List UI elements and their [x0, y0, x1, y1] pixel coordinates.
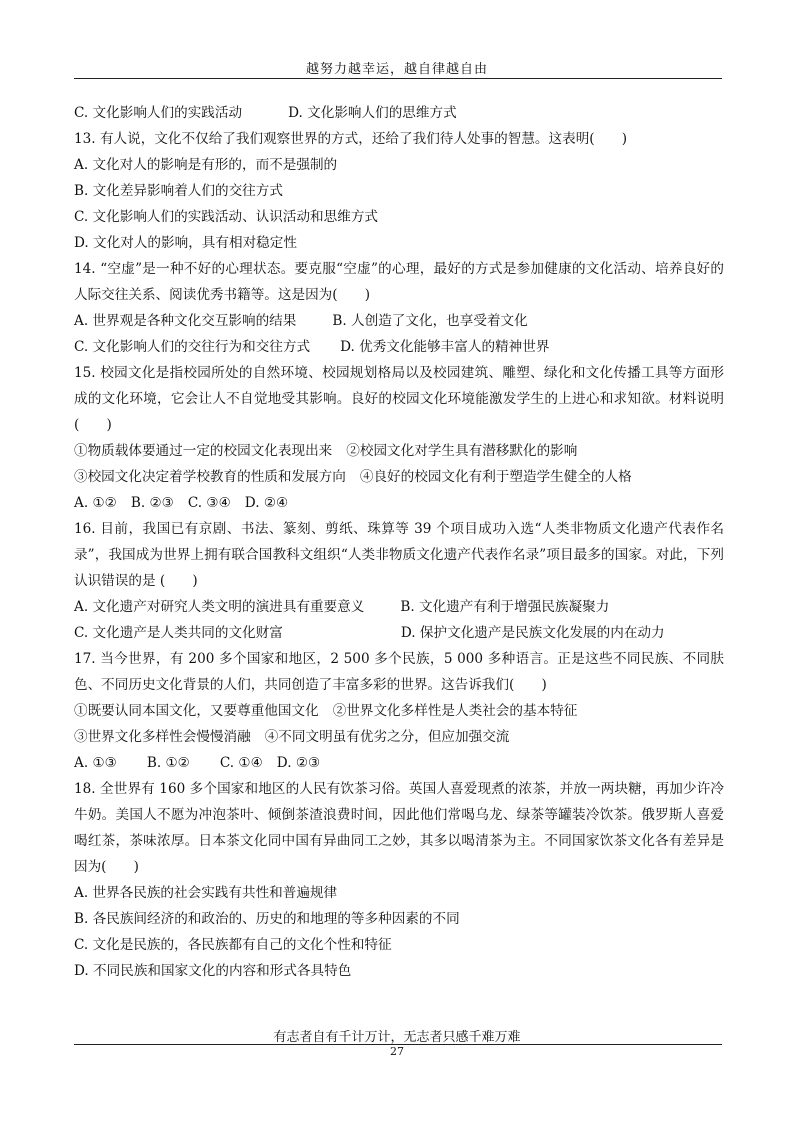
q12-options-cd	[74, 100, 724, 126]
statement-4: ④不同文明虽有优劣之分，但应加强交流	[264, 729, 510, 745]
statement-1: ①物质载体要通过一定的校园文化表现出来	[74, 443, 333, 459]
page-header: 越努力越幸运，越自律越自由	[305, 62, 488, 77]
q16-options-cd	[74, 620, 724, 646]
option-d: D. ②③	[276, 755, 321, 771]
statement-2: ②校园文化对学生具有潜移默化的影响	[346, 443, 578, 459]
option-d: D. 文化影响人们的思维方式	[288, 105, 457, 121]
q18-stem: 18. 全世界有 160 多个国家和地区的人民有饮茶习俗。英国人喜爱现煮的浓茶，并放一两块糖，再加少许冷牛奶。美国人不愿为冲泡茶叶、倾倒茶渣浪费时间，因此他们常喝乌龙、绿茶等罐装冷饮茶。俄罗斯人喜爱喝红茶，茶味浓厚。日本茶文化同中国有异曲同工之妙，其多以喝清茶为主。不同国家饮茶文化各有差异是因为( )	[74, 781, 724, 875]
q18-option-c: C. 文化是民族的，各民族都有自己的文化个性和特征	[74, 937, 392, 953]
option-a: A. ①②	[74, 495, 117, 511]
option-a: A. ①③	[74, 755, 117, 771]
option-b: B. 人创造了文化，也享受着文化	[332, 313, 528, 329]
statement-4: ④良好的校园文化有利于塑造学生健全的人格	[359, 469, 632, 485]
option-b: B. 文化遗产有利于增强民族凝聚力	[400, 599, 610, 615]
q13-stem: 13. 有人说，文化不仅给了我们观察世界的方式，还给了我们待人处事的智慧。这表明( )	[74, 131, 628, 147]
statement-3: ③校园文化决定着学校教育的性质和发展方向	[74, 469, 346, 485]
q13-option-b: B. 文化差异影响着人们的交往方式	[74, 183, 283, 199]
q14-options-ab	[74, 308, 724, 334]
q18-option-a: A. 世界各民族的社会实践有共性和普遍规律	[74, 885, 338, 901]
q15-statements-12	[74, 438, 724, 464]
q17-statements-12	[74, 698, 724, 724]
page-content	[74, 100, 724, 984]
option-c: C. 文化影响人们的实践活动	[74, 105, 243, 121]
option-d: D. 优秀文化能够丰富人的精神世界	[340, 339, 550, 355]
q17-statements-34	[74, 724, 724, 750]
q14-options-cd	[74, 334, 724, 360]
option-d: D. 保护文化遗产是民族文化发展的内在动力	[400, 625, 665, 641]
header-rule	[74, 78, 722, 79]
option-b: B. ①②	[146, 755, 190, 771]
option-c: C. 文化影响人们的交往行为和交往方式	[74, 339, 311, 355]
q13-option-a: A. 文化对人的影响是有形的，而不是强制的	[74, 157, 338, 173]
q18-option-d: D. 不同民族和国家文化的内容和形式各具特色	[74, 963, 352, 979]
option-a: A. 文化遗产对研究人类文明的演进具有重要意义	[74, 599, 365, 615]
option-a: A. 世界观是各种文化交互影响的结果	[74, 313, 297, 329]
statement-3: ③世界文化多样性会慢慢消融	[74, 729, 251, 745]
q16-options-ab	[74, 594, 724, 620]
page-footer: 有志者自有千计万计，无志者只感千难万难	[273, 1030, 521, 1045]
q17-options	[74, 750, 724, 776]
option-c: C. ③④	[187, 495, 231, 511]
q15-statements-34	[74, 464, 724, 490]
statement-2: ②世界文化多样性是人类社会的基本特征	[332, 703, 578, 719]
q17-stem: 17. 当今世界，有 200 多个国家和地区，2 500 多个民族，5 000 多种语言。正是这些不同民族、不同肤色、不同历史文化背景的人们，共同创造了丰富多彩的世界。这告诉我们( )	[74, 651, 724, 693]
q18-option-b: B. 各民族间经济的和政治的、历史的和地理的等多种因素的不同	[74, 911, 460, 927]
option-b: B. ②③	[130, 495, 174, 511]
q16-stem: 16. 目前，我国已有京剧、书法、篆刻、剪纸、珠算等 39 个项目成功入选“人类非物质文化遗产代表作名录”，我国成为世界上拥有联合国教科文组织“人类非物质文化遗产代表作名录”项目最多的国家。对此，下列认识错误的是 ( )	[74, 521, 724, 589]
q13-option-c: C. 文化影响人们的实践活动、认识活动和思维方式	[74, 209, 379, 225]
q15-stem: 15. 校园文化是指校园所处的自然环境、校园规划格局以及校园建筑、雕塑、绿化和文化传播工具等方面形成的文化环境，它会让人不自觉地受其影响。良好的校园文化环境能激发学生的上进心和求知欲。材料说明( )	[74, 365, 724, 433]
option-c: C. 文化遗产是人类共同的文化财富	[74, 625, 283, 641]
page-number: 27	[390, 1045, 404, 1058]
q13-option-d: D. 文化对人的影响，具有相对稳定性	[74, 235, 297, 251]
statement-1: ①既要认同本国文化，又要尊重他国文化	[74, 703, 319, 719]
q15-options	[74, 490, 724, 516]
option-d: D. ②④	[244, 495, 289, 511]
q14-stem: 14. “空虚”是一种不好的心理状态。要克服“空虚”的心理，最好的方式是参加健康的文化活动、培养良好的人际交往关系、阅读优秀书籍等。这是因为( )	[74, 261, 724, 303]
option-c: C. ①④	[219, 755, 263, 771]
